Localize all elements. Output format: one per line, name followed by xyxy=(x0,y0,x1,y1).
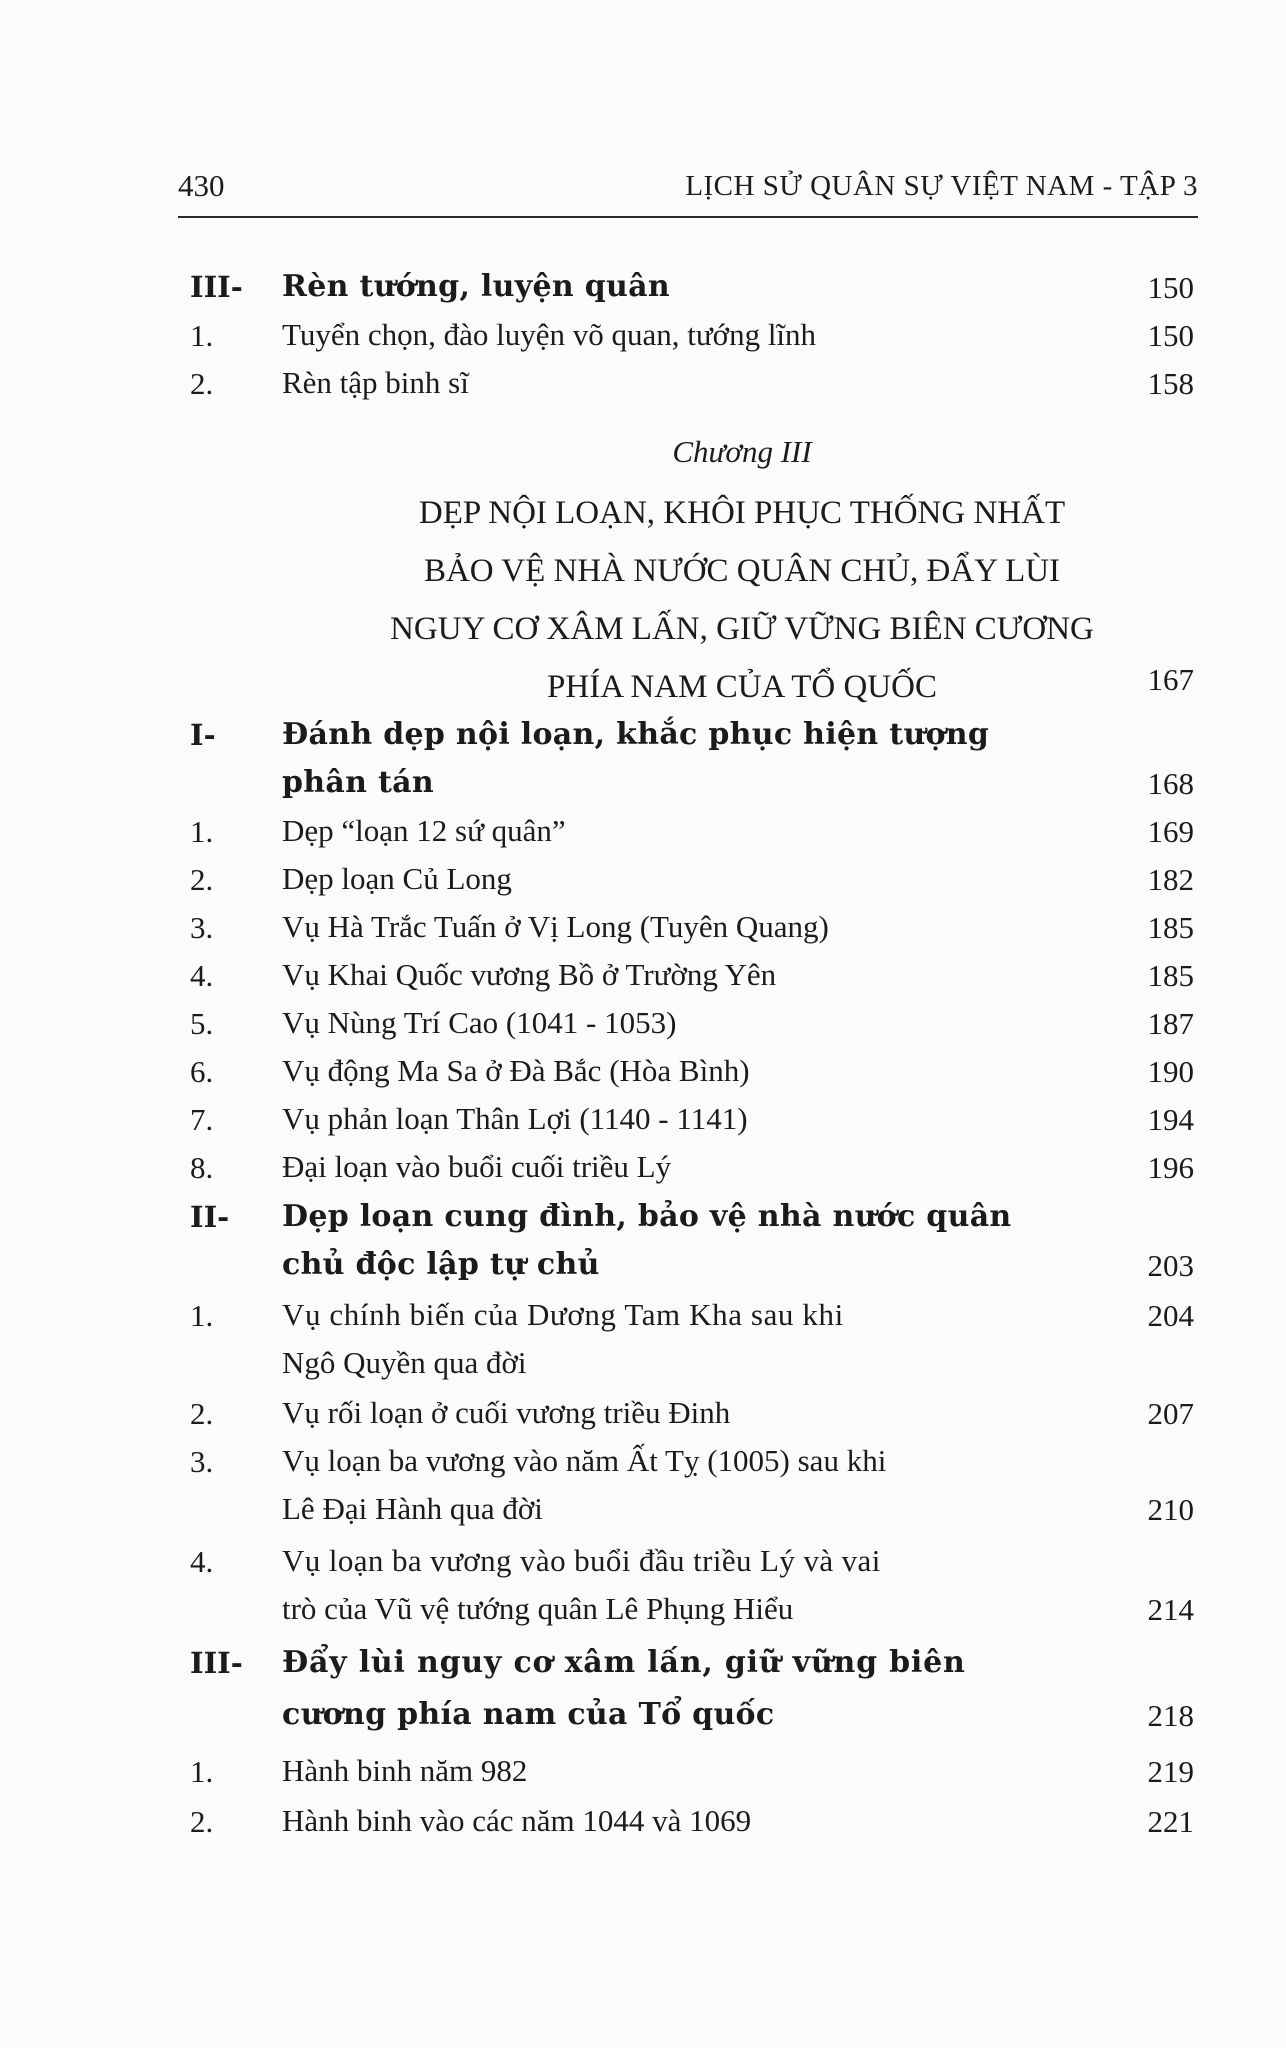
toc-entry-number: 4. xyxy=(190,1544,214,1579)
toc-entry-page: 214 xyxy=(1147,1592,1194,1627)
toc-entry-title: Vụ Nùng Trí Cao (1041 - 1053) xyxy=(282,1005,677,1040)
toc-entry-page: 218 xyxy=(1147,1698,1194,1733)
toc-entry-page: 221 xyxy=(1147,1804,1194,1839)
running-title: LỊCH SỬ QUÂN SỰ VIỆT NAM - TẬP 3 xyxy=(685,170,1198,202)
toc-entry-title: Vụ loạn ba vương vào buổi đầu triều Lý và vai xyxy=(282,1543,881,1578)
page-number: 430 xyxy=(178,168,225,203)
toc-entry-page: 196 xyxy=(1147,1150,1194,1185)
toc-entry-title: Đẩy lùi nguy cơ xâm lấn, giữ vững biên xyxy=(282,1645,966,1680)
toc-entry-title: Đại loạn vào buổi cuối triều Lý xyxy=(282,1149,672,1184)
toc-entry-title: Dẹp “loạn 12 sứ quân” xyxy=(282,813,566,848)
toc-entry-title: Vụ Hà Trắc Tuấn ở Vị Long (Tuyên Quang) xyxy=(282,909,829,944)
toc-entry-number: 3. xyxy=(190,1444,214,1479)
toc-entry-title-cont: chủ độc lập tự chủ xyxy=(282,1247,600,1282)
toc-entry-page: 182 xyxy=(1147,862,1194,897)
toc-entry-page: 185 xyxy=(1147,910,1194,945)
toc-entry-number: III- xyxy=(190,270,243,304)
toc-entry-number: I- xyxy=(190,718,216,752)
toc-entry-page: 207 xyxy=(1147,1396,1194,1431)
chapter-page: 167 xyxy=(1147,662,1194,697)
toc-entry-page: 150 xyxy=(1147,270,1194,305)
toc-entry-title: Vụ rối loạn ở cuối vương triều Đinh xyxy=(282,1395,731,1430)
toc-entry-number: 4. xyxy=(190,958,214,993)
toc-entry-number: 1. xyxy=(190,814,214,849)
toc-entry-title-cont: trò của Vũ vệ tướng quân Lê Phụng Hiểu xyxy=(282,1591,794,1626)
toc-entry-title: Dẹp loạn Củ Long xyxy=(282,861,512,896)
toc-entry-page: 158 xyxy=(1147,366,1194,401)
toc-entry-page: 190 xyxy=(1147,1054,1194,1089)
toc-entry-page: 150 xyxy=(1147,318,1194,353)
toc-entry-title: Vụ Khai Quốc vương Bồ ở Trường Yên xyxy=(282,957,777,992)
toc-entry-page: 204 xyxy=(1147,1298,1194,1333)
toc-entry-title: Dẹp loạn cung đình, bảo vệ nhà nước quân xyxy=(282,1199,1012,1234)
toc-entry-page: 210 xyxy=(1147,1492,1194,1527)
chapter-title-line: BẢO VỆ NHÀ NƯỚC QUÂN CHỦ, ĐẨY LÙI xyxy=(423,553,1061,589)
toc-entry-number: 1. xyxy=(190,1754,214,1789)
toc-entry-title-cont: cương phía nam của Tổ quốc xyxy=(282,1697,775,1732)
toc-entry-page: 187 xyxy=(1147,1006,1194,1041)
toc-entry-title-cont: Ngô Quyền qua đời xyxy=(282,1345,527,1380)
toc-entry-page: 194 xyxy=(1147,1102,1194,1137)
toc-entry-title: Rèn tập binh sĩ xyxy=(282,365,469,400)
toc-entry-number: 2. xyxy=(190,862,214,897)
toc-entry-page: 185 xyxy=(1147,958,1194,993)
toc-entry-title: Vụ phản loạn Thân Lợi (1140 - 1141) xyxy=(282,1101,748,1136)
chapter-title-line: PHÍA NAM CỦA TỔ QUỐC xyxy=(547,669,937,705)
chapter-title-line: DẸP NỘI LOẠN, KHÔI PHỤC THỐNG NHẤT xyxy=(418,495,1066,531)
toc-entry-number: 1. xyxy=(190,318,214,353)
toc-entry-number: II- xyxy=(190,1200,230,1234)
toc-entry-number: 3. xyxy=(190,910,214,945)
toc-entry-number: 2. xyxy=(190,366,214,401)
toc-entry-title: Hành binh vào các năm 1044 và 1069 xyxy=(282,1803,752,1838)
toc-entry-title: Rèn tướng, luyện quân xyxy=(282,269,670,304)
toc-entry-number: 2. xyxy=(190,1396,214,1431)
toc-entry-title-cont: Lê Đại Hành qua đời xyxy=(282,1491,543,1526)
chapter-label: Chương III xyxy=(672,434,812,469)
toc-entry-title: Vụ chính biến của Dương Tam Kha sau khi xyxy=(282,1297,844,1332)
toc-entry-number: III- xyxy=(190,1646,243,1680)
toc-entry-number: 5. xyxy=(190,1006,214,1041)
toc-entry-title: Tuyển chọn, đào luyện võ quan, tướng lĩnh xyxy=(282,317,817,352)
toc-entry-title: Đánh dẹp nội loạn, khắc phục hiện tượng xyxy=(282,717,990,752)
chapter-title-line: NGUY CƠ XÂM LẤN, GIỮ VỮNG BIÊN CƯƠNG xyxy=(390,611,1094,647)
toc-entry-title: Vụ loạn ba vương vào năm Ất Tỵ (1005) sau khi xyxy=(282,1443,887,1478)
toc-entry-page: 169 xyxy=(1147,814,1194,849)
toc-entry-page: 219 xyxy=(1147,1754,1194,1789)
toc-entry-page: 203 xyxy=(1147,1248,1194,1283)
toc-entry-page: 168 xyxy=(1147,766,1194,801)
toc-entry-number: 1. xyxy=(190,1298,214,1333)
page-header xyxy=(178,168,1198,218)
toc-entry-number: 6. xyxy=(190,1054,214,1089)
toc-entry-number: 2. xyxy=(190,1804,214,1839)
toc-entry-number: 7. xyxy=(190,1102,214,1137)
toc-entry-title: Vụ động Ma Sa ở Đà Bắc (Hòa Bình) xyxy=(282,1053,750,1088)
toc-entry-title: Hành binh năm 982 xyxy=(282,1753,528,1788)
toc-entry-number: 8. xyxy=(190,1150,214,1185)
toc-entry-title-cont: phân tán xyxy=(282,765,434,800)
